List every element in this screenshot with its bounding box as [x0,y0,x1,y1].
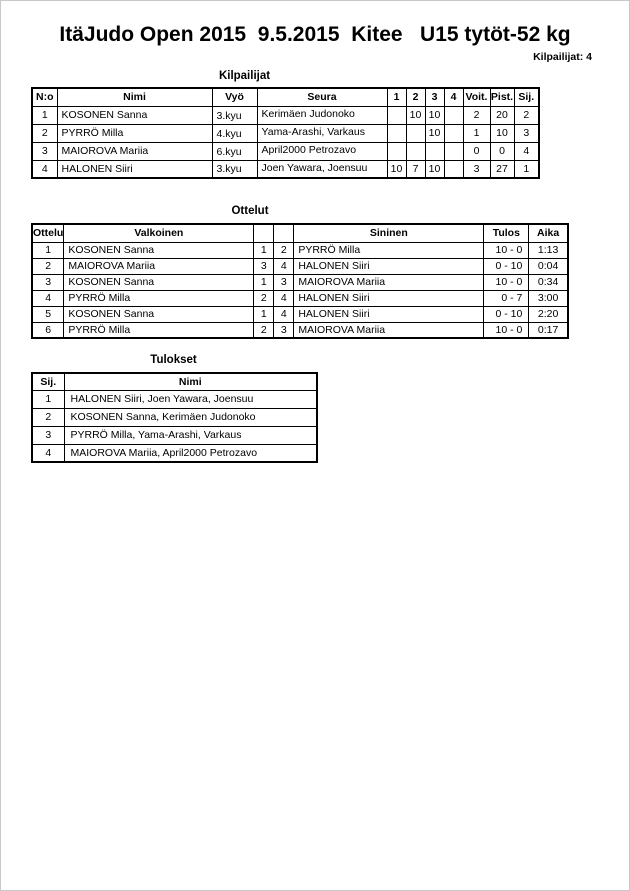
white-name: PYRRÖ Milla [64,290,254,306]
white-name: KOSONEN Sanna [64,306,254,322]
white-name: KOSONEN Sanna [64,274,254,290]
wins-value: 2 [463,106,490,124]
competitor-belt: 6.kyu [212,142,257,160]
competitor-belt: 3.kyu [212,106,257,124]
blue-no: 3 [274,322,294,338]
match-row [32,322,568,338]
competitors-count: Kilpailijat: 4 [533,51,592,63]
header-sininen: Sininen [294,224,484,242]
match-time: 2:20 [529,306,568,322]
kilpailijat-header-row [32,88,539,106]
result-name: KOSONEN Sanna, Kerimäen Judonoko [64,408,317,426]
blue-name: HALONEN Siiri [294,258,484,274]
placement-value: 1 [514,160,539,178]
result-row [32,444,317,462]
header-nimi: Nimi [64,373,317,390]
match-time: 1:13 [529,242,568,258]
match-time: 0:04 [529,258,568,274]
match-no: 6 [32,322,64,338]
blue-no: 3 [274,274,294,290]
result-name: MAIOROVA Mariia, April2000 Petrozavo [64,444,317,462]
white-no: 1 [254,306,274,322]
wins-value: 3 [463,160,490,178]
blue-name: PYRRÖ Milla [294,242,484,258]
result-row [32,426,317,444]
result-place: 2 [32,408,64,426]
score-vs-3: 10 [425,124,444,142]
match-row [32,306,568,322]
match-time: 3:00 [529,290,568,306]
header-ottelu: Ottelu [32,224,64,242]
header-round-3: 3 [425,88,444,106]
competitor-no: 1 [32,106,57,124]
blue-no: 4 [274,290,294,306]
blue-no: 4 [274,258,294,274]
header-white-no [254,224,274,242]
match-no: 3 [32,274,64,290]
placement-value: 4 [514,142,539,160]
ottelut-table [31,223,569,339]
result-place: 3 [32,426,64,444]
tulokset-header-row [32,373,317,390]
match-time: 0:17 [529,322,568,338]
score-vs-1 [387,124,406,142]
blue-name: MAIOROVA Mariia [294,274,484,290]
header-no: N:o [32,88,57,106]
score-vs-2 [406,142,425,160]
ottelut-section-heading: Ottelut [231,205,269,217]
match-result: 10 - 0 [484,322,529,338]
white-name: MAIOROVA Mariia [64,258,254,274]
header-round-4: 4 [444,88,463,106]
header-tulos: Tulos [484,224,529,242]
white-no: 3 [254,258,274,274]
match-no: 2 [32,258,64,274]
score-vs-2: 7 [406,160,425,178]
white-no: 2 [254,290,274,306]
score-vs-1 [387,142,406,160]
match-result: 10 - 0 [484,274,529,290]
header-seura: Seura [257,88,387,106]
blue-no: 4 [274,306,294,322]
score-vs-3 [425,142,444,160]
match-no: 4 [32,290,64,306]
score-vs-4 [444,106,463,124]
header-pist: Pist. [490,88,514,106]
competitor-club: Joen Yawara, Joensuu [257,160,387,178]
white-no: 1 [254,274,274,290]
wins-value: 0 [463,142,490,160]
placement-value: 2 [514,106,539,124]
placement-value: 3 [514,124,539,142]
blue-name: HALONEN Siiri [294,306,484,322]
points-value: 20 [490,106,514,124]
header-aika: Aika [529,224,568,242]
match-row [32,258,568,274]
points-value: 27 [490,160,514,178]
page-title: ItäJudo Open 2015 9.5.2015 Kitee U15 tytöt-52 kg [59,23,571,46]
score-vs-3: 10 [425,106,444,124]
score-vs-3: 10 [425,160,444,178]
header-round-2: 2 [406,88,425,106]
score-vs-1 [387,106,406,124]
result-row [32,408,317,426]
match-row [32,242,568,258]
match-row [32,290,568,306]
competitor-club: April2000 Petrozavo [257,142,387,160]
tulokset-section-heading: Tulokset [150,354,197,366]
header-blue-no [274,224,294,242]
header-valkoinen: Valkoinen [64,224,254,242]
points-value: 10 [490,124,514,142]
competitor-name: PYRRÖ Milla [57,124,212,142]
match-time: 0:34 [529,274,568,290]
result-place: 4 [32,444,64,462]
match-result: 0 - 10 [484,306,529,322]
match-result: 10 - 0 [484,242,529,258]
white-name: KOSONEN Sanna [64,242,254,258]
score-vs-2 [406,124,425,142]
competitor-belt: 3.kyu [212,160,257,178]
match-result: 0 - 10 [484,258,529,274]
competitor-row [32,142,539,160]
match-no: 5 [32,306,64,322]
score-vs-2: 10 [406,106,425,124]
competitor-club: Kerimäen Judonoko [257,106,387,124]
header-vyo: Vyö [212,88,257,106]
score-vs-4 [444,160,463,178]
competitor-no: 3 [32,142,57,160]
white-name: PYRRÖ Milla [64,322,254,338]
header-nimi: Nimi [57,88,212,106]
points-value: 0 [490,142,514,160]
blue-name: MAIOROVA Mariia [294,322,484,338]
competitor-club: Yama-Arashi, Varkaus [257,124,387,142]
tulokset-table [31,372,318,463]
white-no: 1 [254,242,274,258]
result-place: 1 [32,390,64,408]
match-no: 1 [32,242,64,258]
blue-no: 2 [274,242,294,258]
competitor-name: MAIOROVA Mariia [57,142,212,160]
kilpailijat-section-heading: Kilpailijat [218,70,271,82]
competitor-belt: 4.kyu [212,124,257,142]
competitor-row [32,106,539,124]
kilpailijat-table [31,87,540,179]
competitor-no: 4 [32,160,57,178]
result-name: PYRRÖ Milla, Yama-Arashi, Varkaus [64,426,317,444]
ottelut-header-row [32,224,568,242]
blue-name: HALONEN Siiri [294,290,484,306]
competitor-row [32,124,539,142]
competitor-name: KOSONEN Sanna [57,106,212,124]
wins-value: 1 [463,124,490,142]
result-name: HALONEN Siiri, Joen Yawara, Joensuu [64,390,317,408]
white-no: 2 [254,322,274,338]
score-vs-4 [444,124,463,142]
header-sij: Sij. [514,88,539,106]
header-sij: Sij. [32,373,64,390]
competitor-row [32,160,539,178]
header-voit: Voit. [463,88,490,106]
match-row [32,274,568,290]
score-vs-4 [444,142,463,160]
score-vs-1: 10 [387,160,406,178]
header-round-1: 1 [387,88,406,106]
result-row [32,390,317,408]
competitor-no: 2 [32,124,57,142]
competitor-name: HALONEN Siiri [57,160,212,178]
match-result: 0 - 7 [484,290,529,306]
